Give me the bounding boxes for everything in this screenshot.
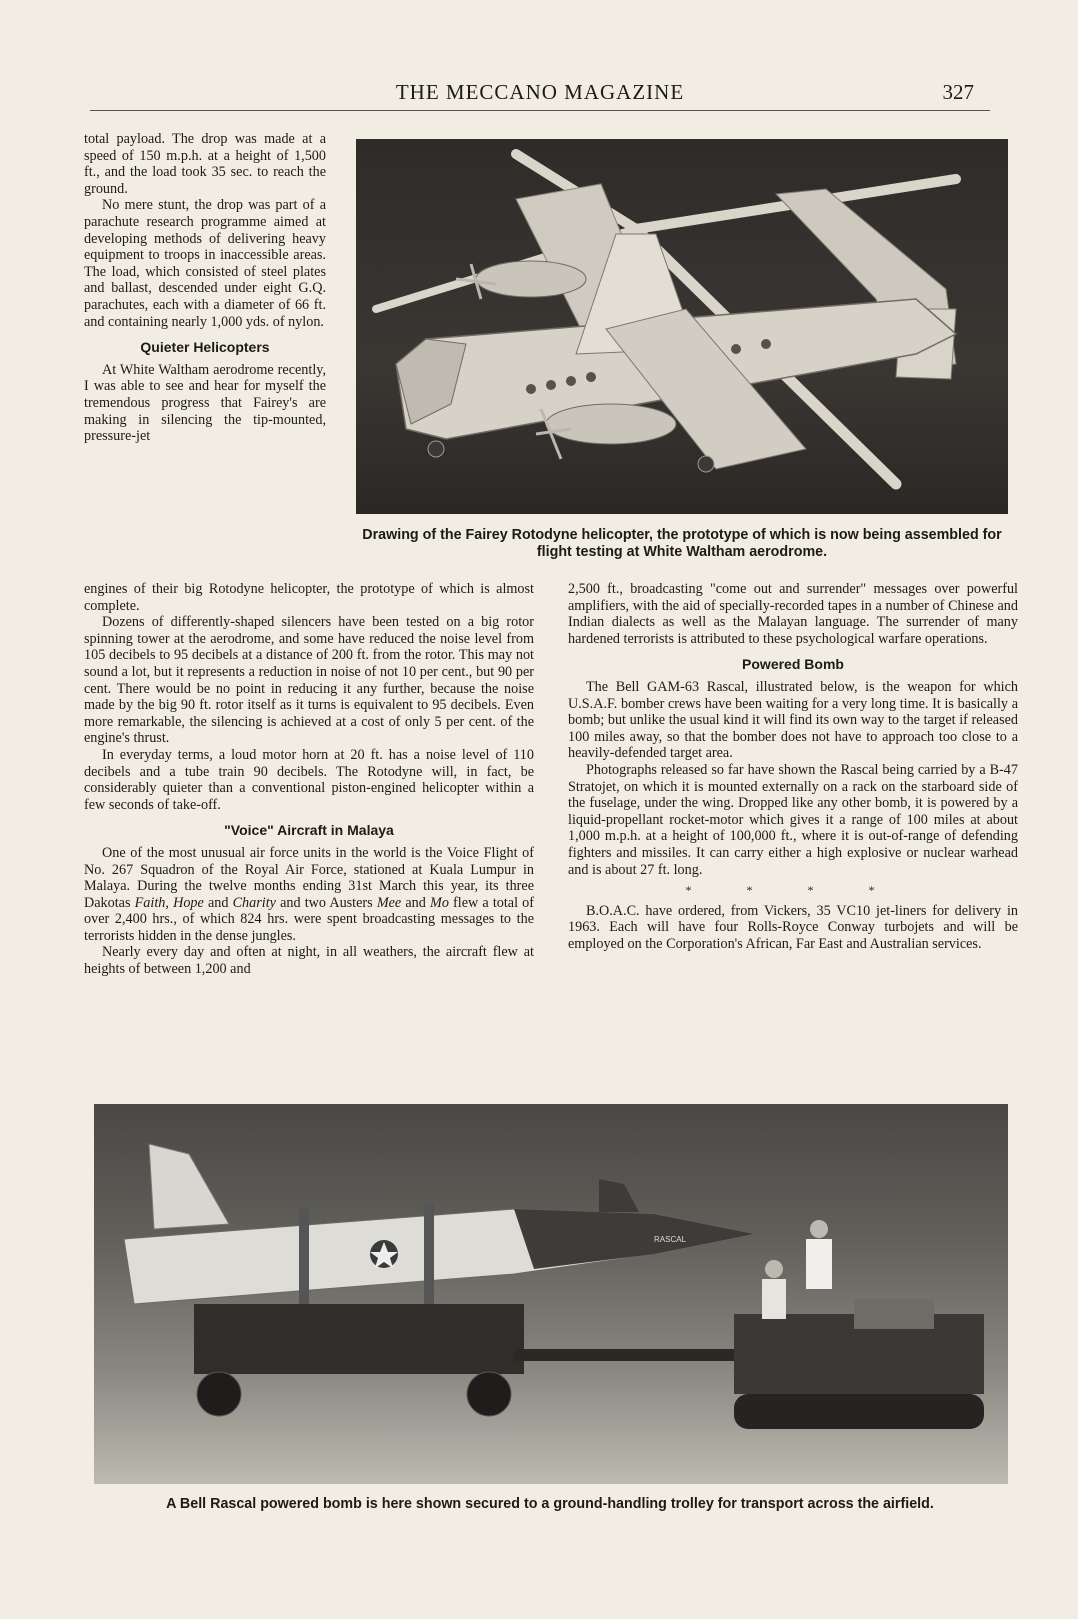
rotodyne-drawing [356, 139, 1008, 514]
text-run: One of the most unusual air force units in the world is the Voice Flight of No. 267 Squadron of the Royal Air Force, stationed at Kuala Lumpur in Malaya. During the twelve months ending 31st March this year, its three Dakotas [84, 844, 534, 911]
text-run: and [203, 894, 233, 911]
cradle-strap [424, 1204, 434, 1314]
engine-nacelle [546, 404, 676, 444]
aircraft-name: Charity [232, 894, 276, 911]
nose-marking: RASCAL [654, 1235, 687, 1244]
text-run: and two Austers [275, 894, 377, 911]
aircraft-name: Hope [173, 894, 204, 911]
left-column [84, 581, 534, 978]
tail-fin [149, 1144, 229, 1229]
missile-nose [514, 1209, 754, 1269]
section-heading-voice-aircraft: "Voice" Aircraft in Malaya [224, 822, 394, 839]
aircraft-name: Faith, [134, 894, 169, 911]
page-number: 327 [942, 80, 974, 104]
rascal-caption: A Bell Rascal powered bomb is here shown secured to a ground-handling trolley for transport across the airfield. [166, 1496, 934, 1512]
paragraph: At White Waltham aerodrome recently, I was able to see and hear for myself the tremendous progress that Fairey's are making in silencing the tip-mounted, pressure-jet [84, 361, 326, 445]
aircraft-name: Mo [430, 894, 449, 911]
paragraph: In everyday terms, a loud motor horn at 20 ft. has a noise level of 110 decibels and a tube train 90 decibels. The Rotodyne will, in fact, be considerably quieter than a conventional piston-engined helicopter within a few seconds of take-off. [84, 746, 534, 813]
cradle-strap [299, 1209, 309, 1319]
page-header [90, 80, 990, 111]
aircraft-name: Mee [376, 894, 402, 911]
section-heading-powered-bomb: Powered Bomb [742, 656, 844, 673]
engine-nacelle [476, 261, 586, 297]
paragraph: Dozens of differently-shaped silencers have been tested on a big rotor spinning tower at the aerodrome, and some have reduced the noise level from 105 decibels to 95 decibels at a distance of 200 ft. from the rotor. This may not sound a lot, but it represents a reduction in noise of not 10 per cent., but 90 per cent. There would be no point in reducing it any further, because the noise made by the big 90 ft. rotor itself as it turns is equivalent to 95 decibels. Even more remarkable, the silencing is achieved at a cost of only 5 per cent. of the engine's thrust. [84, 614, 534, 747]
trolley-wheel [467, 1372, 511, 1416]
person [765, 1260, 783, 1278]
rotodyne-illustration [356, 139, 1008, 514]
trolley [194, 1304, 524, 1374]
paragraph: B.O.A.C. have ordered, from Vickers, 35 VC10 jet-liners for delivery in 1963. Each will have four Rolls-Royce Conway turbojets and will be employed on the Corporation's African, Far East and Australian services. [568, 902, 1018, 952]
paragraph: engines of their big Rotodyne helicopter, the prototype of which is almost complete. [84, 581, 534, 614]
paragraph: total payload. The drop was made at a speed of 150 m.p.h. at a height of 1,500 ft., and the load took 35 sec. to reach the ground. [84, 131, 326, 197]
tractor-track [734, 1394, 984, 1429]
rascal-photo [94, 1104, 1008, 1484]
text-run: flew a total of over 2,400 hrs., of which 824 hrs. were spent broadcasting messages to the terrorists hidden in the dense jungles. [84, 894, 535, 944]
rascal-illustration [94, 1104, 1008, 1484]
paragraph [84, 845, 534, 945]
section-separator: * * * * [685, 883, 901, 898]
trolley-wheel [197, 1372, 241, 1416]
paragraph: The Bell GAM-63 Rascal, illustrated below, is the weapon for which U.S.A.F. bomber crews have been waiting for a very long time. It is basically a bomb; but unlike the usual kind it will find its own way to the target if released 100 miles away, so that the bomber does not have to approach too close to a heavily-defended target area. [568, 678, 1018, 762]
paragraph: Nearly every day and often at night, in all weathers, the aircraft flew at heights of between 1,200 and [84, 944, 534, 978]
person [810, 1220, 828, 1238]
paragraph: Photographs released so far have shown the Rascal being carried by a B-47 Stratojet, on which it is mounted externally on a rack on the starboard side of the fuselage, under the wing. Dropped like any other bomb, it is powered by a liquid-propellant rocket-motor which gives it a range of 100 miles at about 1,000 m.p.h. at a height of 100,000 ft., where it is out-of-range of defending fighters and missiles. It can carry either a high explosive or nuclear warhead and is about 27 ft. long. [568, 761, 1018, 878]
paragraph: 2,500 ft., broadcasting "come out and surrender" messages over powerful amplifiers, with the aid of specially-recorded tapes in a number of Chinese and Indian dialects as well as the Malayan language. The surrender of many hardened terrorists is attributed to these psychological warfare operations. [568, 581, 1018, 647]
rotodyne-caption: Drawing of the Fairey Rotodyne helicopter, the prototype of which is now being assembled for flight testing at White Waltham aerodrome. [362, 527, 1002, 560]
canard-fin [599, 1179, 639, 1212]
text-run: and [401, 894, 430, 911]
magazine-title: THE MECCANO MAGAZINE [395, 80, 685, 104]
paragraph: No mere stunt, the drop was part of a parachute research programme aimed at developing methods of delivering heavy equipment to troops in inaccessible areas. The load, which consisted of steel plates and ballast, descended under eight G.Q. parachutes, each with a diameter of 66 ft. and containing nearly 1,000 yds. of nylon. [84, 197, 326, 330]
section-heading-quieter-helicopters: Quieter Helicopters [140, 339, 270, 356]
narrow-column [84, 131, 326, 445]
right-column [568, 581, 1018, 952]
